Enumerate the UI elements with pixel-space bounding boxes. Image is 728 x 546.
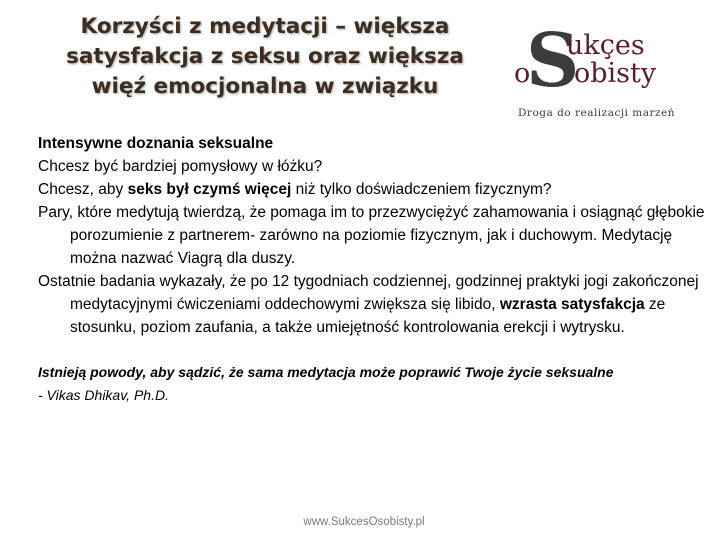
brand-logo [512, 14, 720, 122]
emphasis-seks: seks był czymś więcej [127, 181, 292, 198]
footer-url: www.SukcesOsobisty.pl [303, 516, 425, 528]
logo-tagline: Droga do realizacji marzeń [518, 107, 676, 119]
body-line-2: Chcesz, aby seks był czymś więcej niż tylko doświadczeniem fizycznym? [38, 181, 552, 198]
quote-author: - Vikas Dhikav, Ph.D. [38, 387, 169, 403]
logo-word-1: ukçes [566, 30, 645, 61]
body-line-1: Chcesz być bardziej pomysłowy w łóżku? [38, 158, 323, 175]
body-paragraph-2: Ostatnie badania wykazały, że po 12 tygodniach codziennej, godzinnej praktyki jogi zakończonej medytacyjnymi ćwiczeniami oddechowymi zwiększa się libido, wzrasta satysfakcja ze stosunku, poziom zaufania, a także umiejętność kontrolowania erekcji i wytrysku. [38, 273, 699, 336]
slide-title: Korzyści z medytacji – większa satysfakcja z seksu oraz większa więź emocjonalna w związku [66, 14, 464, 99]
logo-word-3: obisty [574, 58, 657, 89]
logo-s-glyph: S [526, 18, 580, 104]
slide-body [38, 132, 718, 407]
emphasis-satysfakcja: wzrasta satysfakcja [499, 296, 645, 313]
section-heading: Intensywne doznania seksualne [38, 135, 274, 152]
logo-word-2: o [514, 58, 531, 89]
body-paragraph-1: Pary, które medytują twierdzą, że pomaga im to przezwyciężyć zahamowania i osiągnąć głębokie porozumienie z partnerem- zarówno na poziomie fizycznym, jak i duchowym. Medytację można nazwać Viagrą dla duszy. [38, 204, 705, 267]
quote-text: Istnieją powody, aby sądzić, że sama medytacja może poprawić Twoje życie seksualne [38, 364, 614, 380]
